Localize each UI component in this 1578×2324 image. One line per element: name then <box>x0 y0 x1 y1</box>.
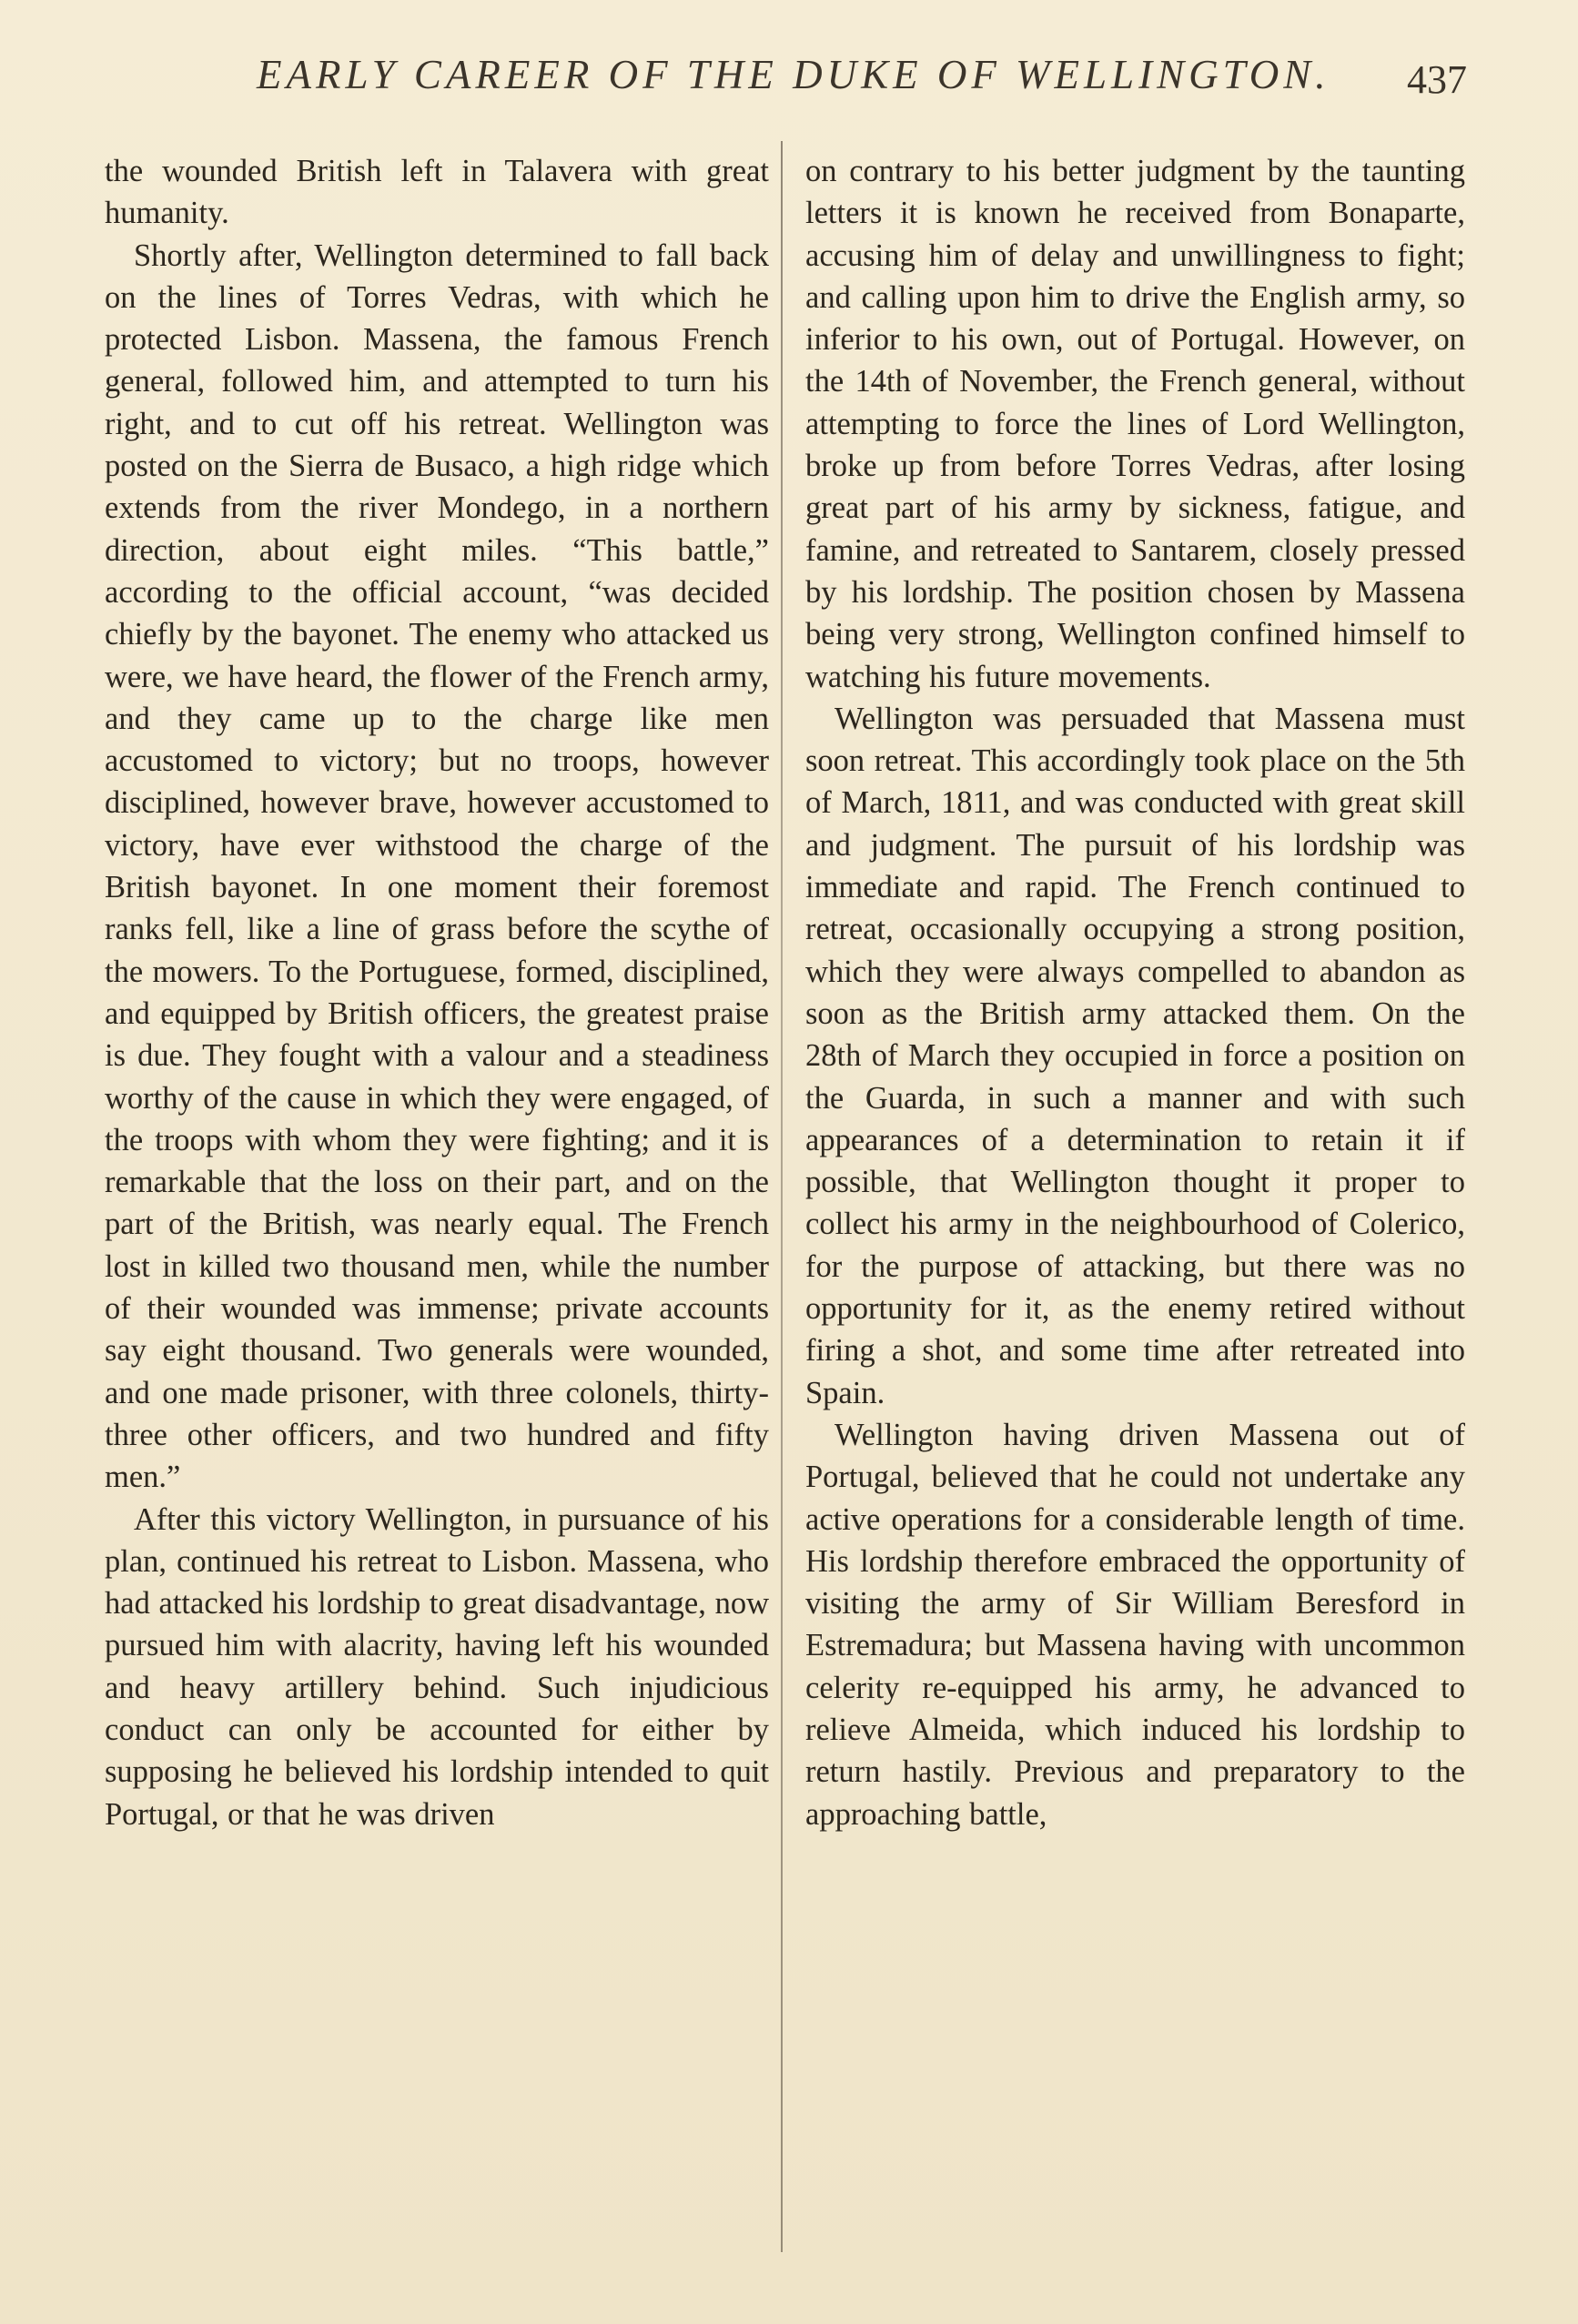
paragraph: After this victory Wellington, in pursuance of his plan, continued his retreat to Lisbon. Massena, who had attacked his lordship to great disadvantage, now pursued him with alacrity, having left his wounded and heavy artillery behind. Such injudicious conduct can only be accounted for either by supposing he believed his lordship intended to quit Portugal, or that he was driven <box>105 1501 769 1832</box>
paragraph: Wellington was persuaded that Massena must soon retreat. This accordingly took place on the 5th of March, 1811, and was conducted with great skill and judgment. The pursuit of his lordship was immediate and rapid. The French continued to retreat, occasionally occupying a strong position, which they were always compelled to abandon as soon as the British army attacked them. On the 28th of March they occupied in force a position on the Guarda, in such a manner and with such appearances of a determination to retain it if possible, that Wellington thought it proper to collect his army in the neighbourhood of Colerico, for the purpose of attacking, but there was no opportunity for it, as the enemy retired without firing a shot, and some time after retreated into Spain. <box>805 701 1465 1410</box>
paragraph: Wellington having driven Massena out of Portugal, believed that he could not undertake any active operations for a considerable length of time. His lordship therefore embraced the opportunity of visiting the army of Sir William Beresford in Estremadura; but Massena having with uncommon celerity re-equipped his army, he advanced to relieve Almeida, which induced his lordship to return hastily. Previous and preparatory to the approaching battle, <box>805 1417 1465 1832</box>
paragraph: Shortly after, Wellington determined to fall back on the lines of Torres Vedras, with which he protected Lisbon. Massena, the famous French general, followed him, and attempted to turn his right, and to cut off his retreat. Wellington was posted on the Sierra de Busaco, a high ridge which extends from the river Mondego, in a northern direction, about eight miles. “This battle,” according to the official account, “was decided chiefly by the bayonet. The enemy who attacked us were, we have heard, the flower of the French army, and they came up to the charge like men accustomed to victory; but no troops, however disciplined, however brave, however accustomed to victory, have ever withstood the charge of the British bayonet. In one moment their foremost ranks fell, like a line of grass before the scythe of the mowers. To the Portuguese, formed, disciplined, and equipped by British officers, the greatest praise is due. They fought with a valour and a steadiness worthy of the cause in which they were engaged, of the troops with whom they were fighting; and it is remarkable that the loss on their part, and on the part of the British, was nearly equal. The French lost in killed two thousand men, while the number of their wounded was immense; private accounts say eight thousand. Two generals were wounded, and one made prisoner, with three colonels, thirty-three other officers, and two hundred and fifty men.” <box>105 237 769 1495</box>
page-number: 437 <box>1407 57 1467 102</box>
running-title: EARLY CAREER OF THE DUKE OF WELLINGTON. <box>257 52 1330 97</box>
left-column <box>105 150 769 1835</box>
paragraph: the wounded British left in Talavera with great humanity. <box>105 154 769 231</box>
right-column <box>805 150 1465 1835</box>
column-divider <box>781 141 783 2252</box>
paragraph: on contrary to his better judgment by the taunting letters it is known he received from Bonaparte, accusing him of delay and unwillingness to fight; and calling upon him to drive the English army, so inferior to his own, out of Portugal. However, on the 14th of November, the French general, without attempting to force the lines of Lord Wellington, broke up from before Torres Vedras, after losing great part of his army by sickness, fatigue, and famine, and retreated to Santarem, closely pressed by his lordship. The position chosen by Massena being very strong, Wellington confined himself to watching his future movements. <box>805 154 1465 694</box>
running-head <box>102 51 1467 115</box>
